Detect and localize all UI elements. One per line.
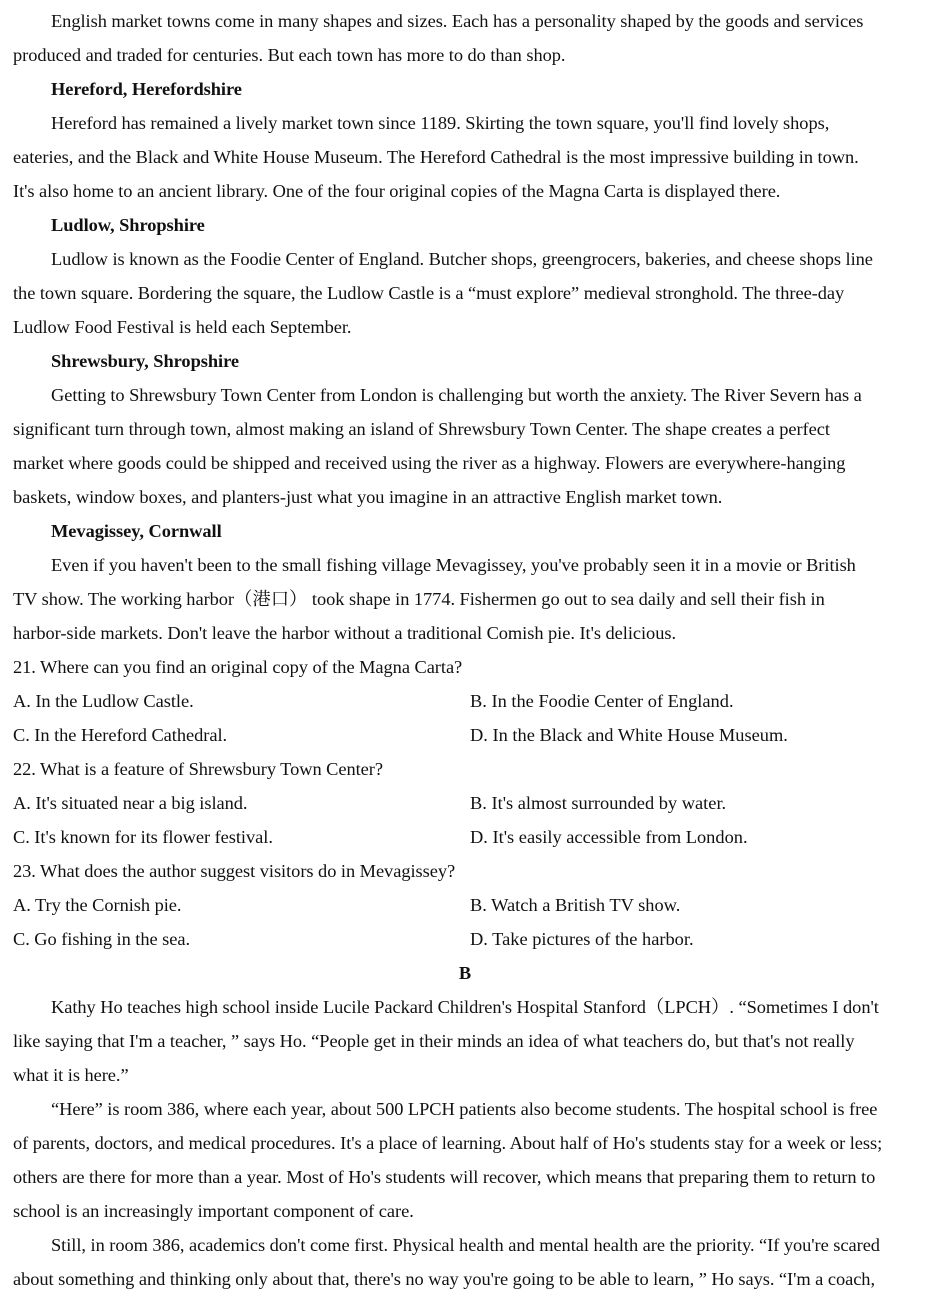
intro-line: English market towns come in many shapes and sizes. Each has a personality shaped by the goods and services <box>51 11 864 31</box>
answer-option: C. It's known for its flower festival. <box>13 827 273 847</box>
town-heading: Shrewsbury, Shropshire <box>51 351 239 371</box>
answer-option: D. In the Black and White House Museum. <box>470 725 788 745</box>
section-heading: B <box>458 963 472 983</box>
answer-option: B. It's almost surrounded by water. <box>470 793 727 813</box>
question-stem: 22. What is a feature of Shrewsbury Town Center? <box>13 759 383 779</box>
paragraph-line: Still, in room 386, academics don't come first. Physical health and mental health are the priority. “If you're scared <box>51 1235 880 1255</box>
paragraph-line: market where goods could be shipped and received using the river as a highway. Flowers are everywhere-hanging <box>13 453 846 473</box>
intro-line: produced and traded for centuries. But each town has more to do than shop. <box>13 45 566 65</box>
paragraph-line: It's also home to an ancient library. One of the four original copies of the Magna Carta is displayed there. <box>13 181 781 201</box>
paragraph-line: baskets, window boxes, and planters-just what you imagine in an attractive English market town. <box>13 487 723 507</box>
town-heading: Ludlow, Shropshire <box>51 215 205 235</box>
answer-option: C. Go fishing in the sea. <box>13 929 191 949</box>
paragraph-line: others are there for more than a year. Most of Ho's students will recover, which means that preparing them to return to <box>13 1167 876 1187</box>
answer-option: B. Watch a British TV show. <box>470 895 681 915</box>
paragraph-line: significant turn through town, almost making an island of Shrewsbury Town Center. The shape creates a perfect <box>13 419 830 439</box>
answer-option: D. Take pictures of the harbor. <box>470 929 694 949</box>
paragraph-line: what it is here.” <box>13 1065 129 1085</box>
answer-option: D. It's easily accessible from London. <box>470 827 748 847</box>
paragraph-line: “Here” is room 386, where each year, about 500 LPCH patients also become students. The hospital school is free <box>51 1099 878 1119</box>
question-stem: 23. What does the author suggest visitors do in Mevagissey? <box>13 861 456 881</box>
paragraph-line: Even if you haven't been to the small fishing village Mevagissey, you've probably seen it in a movie or British <box>51 555 856 575</box>
paragraph-line: Kathy Ho teaches high school inside Lucile Packard Children's Hospital Stanford（LPCH）. “Sometimes I don't <box>51 997 879 1017</box>
paragraph-line: Hereford has remained a lively market town since 1189. Skirting the town square, you'll find lovely shops, <box>51 113 830 133</box>
paragraph-line: harbor-side markets. Don't leave the harbor without a traditional Comish pie. It's delicious. <box>13 623 676 643</box>
question-stem: 21. Where can you find an original copy of the Magna Carta? <box>13 657 463 677</box>
paragraph-line: Getting to Shrewsbury Town Center from London is challenging but worth the anxiety. The River Severn has a <box>51 385 862 405</box>
paragraph-line: eateries, and the Black and White House Museum. The Hereford Cathedral is the most impressive building in town. <box>13 147 859 167</box>
answer-option: A. Try the Cornish pie. <box>13 895 182 915</box>
paragraph-line: Ludlow Food Festival is held each September. <box>13 317 352 337</box>
paragraph-line: Ludlow is known as the Foodie Center of England. Butcher shops, greengrocers, bakeries, and cheese shops line <box>51 249 873 269</box>
paragraph-line: about something and thinking only about that, there's no way you're going to be able to learn, ” Ho says. “I'm a coach, <box>13 1269 876 1289</box>
answer-option: B. In the Foodie Center of England. <box>470 691 734 711</box>
paragraph-line: school is an increasingly important component of care. <box>13 1201 414 1221</box>
answer-option: A. It's situated near a big island. <box>13 793 248 813</box>
answer-option: C. In the Hereford Cathedral. <box>13 725 228 745</box>
town-heading: Hereford, Herefordshire <box>51 79 242 99</box>
paragraph-line: the town square. Bordering the square, the Ludlow Castle is a “must explore” medieval stronghold. The three-day <box>13 283 845 303</box>
paragraph-line: TV show. The working harbor（港口） took shape in 1774. Fishermen go out to sea daily and sell their fish in <box>13 589 825 609</box>
paragraph-line: of parents, doctors, and medical procedures. It's a place of learning. About half of Ho's students stay for a week or less; <box>13 1133 883 1153</box>
answer-option: A. In the Ludlow Castle. <box>13 691 194 711</box>
paragraph-line: like saying that I'm a teacher, ” says Ho. “People get in their minds an idea of what teachers do, but that's not really <box>13 1031 855 1051</box>
town-heading: Mevagissey, Cornwall <box>51 521 222 541</box>
